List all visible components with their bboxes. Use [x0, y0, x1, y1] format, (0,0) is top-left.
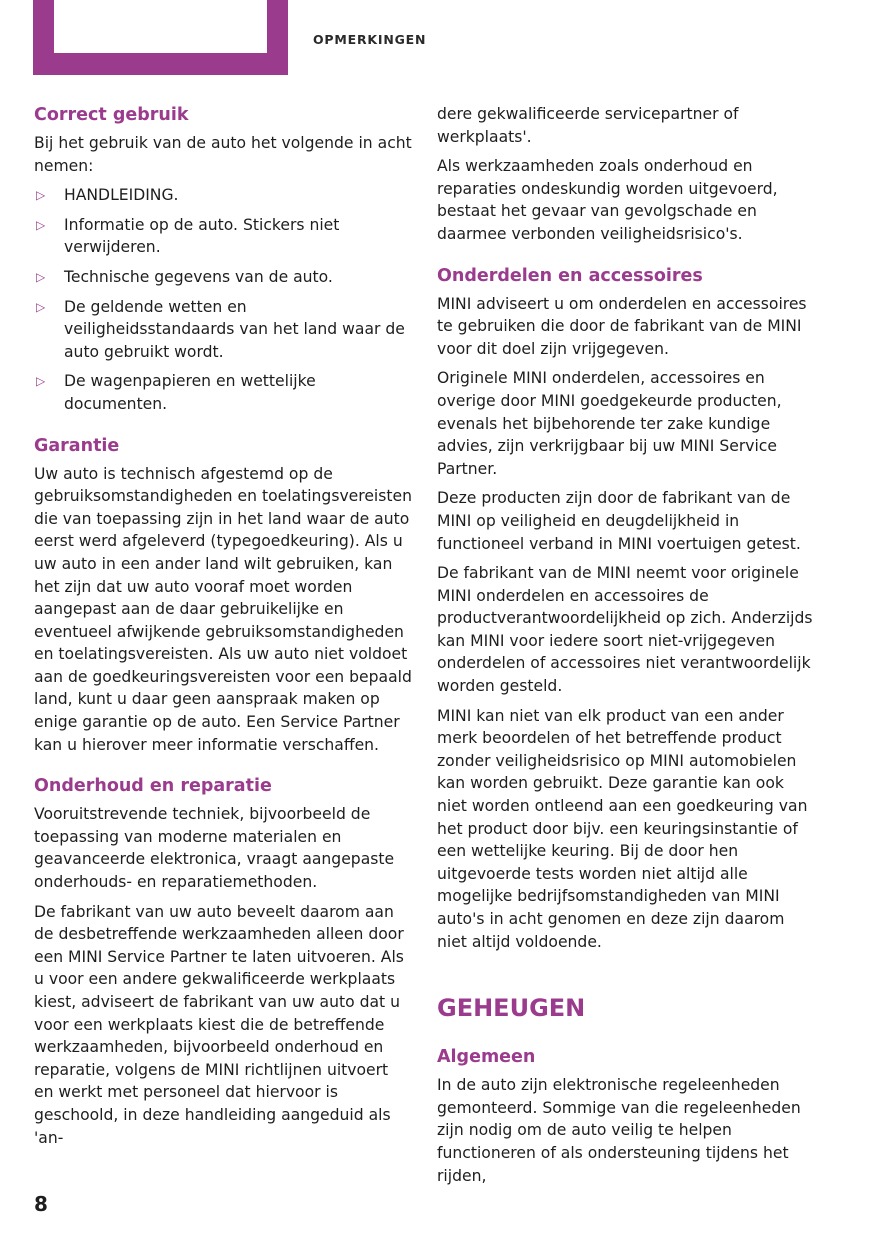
triangle-bullet-icon: ▷ [36, 374, 46, 389]
right-column [437, 103, 815, 1194]
list-item: ▷ De geldende wetten en veiligheidsstandaards van het land waar de auto gebruikt wordt. [36, 297, 405, 361]
heading-algemeen: Algemeen [437, 1047, 536, 1068]
heading-onderhoud: Onderhoud en reparatie [34, 776, 272, 797]
onderdelen-paragraph-4: De fabrikant van de MINI neemt voor originele MINI onderdelen en accessoires de productverantwoordelijkheid op zich. Anderzijds kan MINI voor iedere soort niet-vrijgegeven onderdelen of accessoires niet verantwoordelijk worden gesteld. [437, 564, 813, 696]
onderdelen-paragraph-5: MINI kan niet van elk product van een ander merk beoordelen of het betreffende product zonder veiligheidsrisico op MINI automobielen kan worden gebruikt. Deze garantie kan ook niet worden ontleend aan een goedkeuring van het product door bijv. een keuringsinstantie of een wettelijke keuring. Bij de door hen uitgevoerde tests worden niet altijd alle mogelijke bedrijfsomstandigheden van MINI auto's in acht genomen en deze zijn daarom niet altijd voldoende. [437, 706, 808, 951]
list-item: ▷ Technische gegevens van de auto. [34, 266, 412, 289]
geheugen-text: In de auto zijn elektronische regeleenheden gemonteerd. Sommige van die regeleenheden zijn nodig om de auto veilig te helpen functioneren of als ondersteuning tijdens het rijden, [437, 1076, 801, 1185]
list-item: ▷ De wagenpapieren en wettelijke documenten. [36, 372, 316, 413]
onderdelen-paragraph-3: Deze producten zijn door de fabrikant van de MINI op veiligheid en deugdelijkheid in functioneel verband in MINI voertuigen getest. [437, 489, 801, 553]
correct-gebruik-intro: Bij het gebruik van de auto het volgende in acht nemen: [34, 134, 412, 175]
continued-text: dere gekwalificeerde servicepartner of werkplaats'. [437, 105, 739, 146]
onderhoud-paragraph-2: De fabrikant van uw auto beveelt daarom aan de desbetreffende werkzaamheden alleen door een MINI Service Partner te laten uitvoeren. Als u voor een andere gekwalificeerde werkplaats kiest, adviseert de fabrikant van uw auto dat u voor een werkplaats kiest die de betreffende werkzaamheden, bijvoorbeeld onderhoud en reparatie, volgens de MINI richtlijnen uitvoert en werkt met personeel dat hiervoor is geschoold, in deze handleiding aangeduid als 'an- [34, 902, 404, 1147]
list-item: ▷ HANDLEIDING. [34, 184, 412, 207]
chapter-tab [33, 0, 288, 75]
page-number: 8 [34, 1192, 48, 1216]
list-item: ▷ Informatie op de auto. Stickers niet verwijderen. [36, 215, 340, 257]
triangle-bullet-icon: ▷ [36, 188, 46, 203]
running-header: OPMERKINGEN [313, 32, 427, 47]
left-column [34, 103, 412, 1156]
onderdelen-paragraph-2: Originele MINI onderdelen, accessoires en overige door MINI goedgekeurde producten, evenals het bijbehorende ter zake kundige advies, zijn verkrijgbaar bij uw MINI Service Partner. [437, 369, 782, 478]
chapter-tab-inner [54, 0, 267, 53]
triangle-bullet-icon: ▷ [36, 269, 46, 284]
onderhoud-paragraph-1: Vooruitstrevende techniek, bijvoorbeeld de toepassing van moderne materialen en geavanceerde elektronica, vraagt aangepaste onderhouds- en reparatiemethoden. [34, 805, 395, 892]
onderdelen-paragraph-1: MINI adviseert u om onderdelen en accessoires te gebruiken die door de fabrikant van de MINI voor dit doel zijn vrijgegeven. [437, 294, 807, 358]
warning-text: Als werkzaamheden zoals onderhoud en reparaties ondeskundig worden uitgevoerd, bestaat het gevaar van gevolgschade en daarmee verbonden veiligheidsrisico's. [437, 157, 778, 243]
heading-onderdelen: Onderdelen en accessoires [437, 265, 703, 286]
heading-garantie: Garantie [34, 435, 120, 456]
heading-geheugen: GEHEUGEN [437, 994, 586, 1023]
triangle-bullet-icon: ▷ [36, 217, 46, 232]
heading-correct-gebruik: Correct gebruik [34, 105, 189, 125]
garantie-text: Uw auto is technisch afgestemd op de gebruiksomstandigheden en toelatingsvereisten die van toepassing zijn in het land waar de auto eerst werd afgeleverd (typegoedkeuring). Als u uw auto in een ander land wilt gebruiken, kan het zijn dat uw auto vooraf moet worden aangepast aan de daar gebruikelijke en eventueel afwijkende gebruiksomstandigheden en toelatingsvereisten. Als uw auto niet voldoet aan de goedkeuringsvereisten voor een bepaald land, kunt u daar geen aanspraak maken op enige garantie op de auto. Een Service Partner kan u hierover meer informatie verschaffen. [34, 464, 412, 754]
correct-gebruik-list [34, 184, 412, 415]
triangle-bullet-icon: ▷ [36, 299, 46, 314]
